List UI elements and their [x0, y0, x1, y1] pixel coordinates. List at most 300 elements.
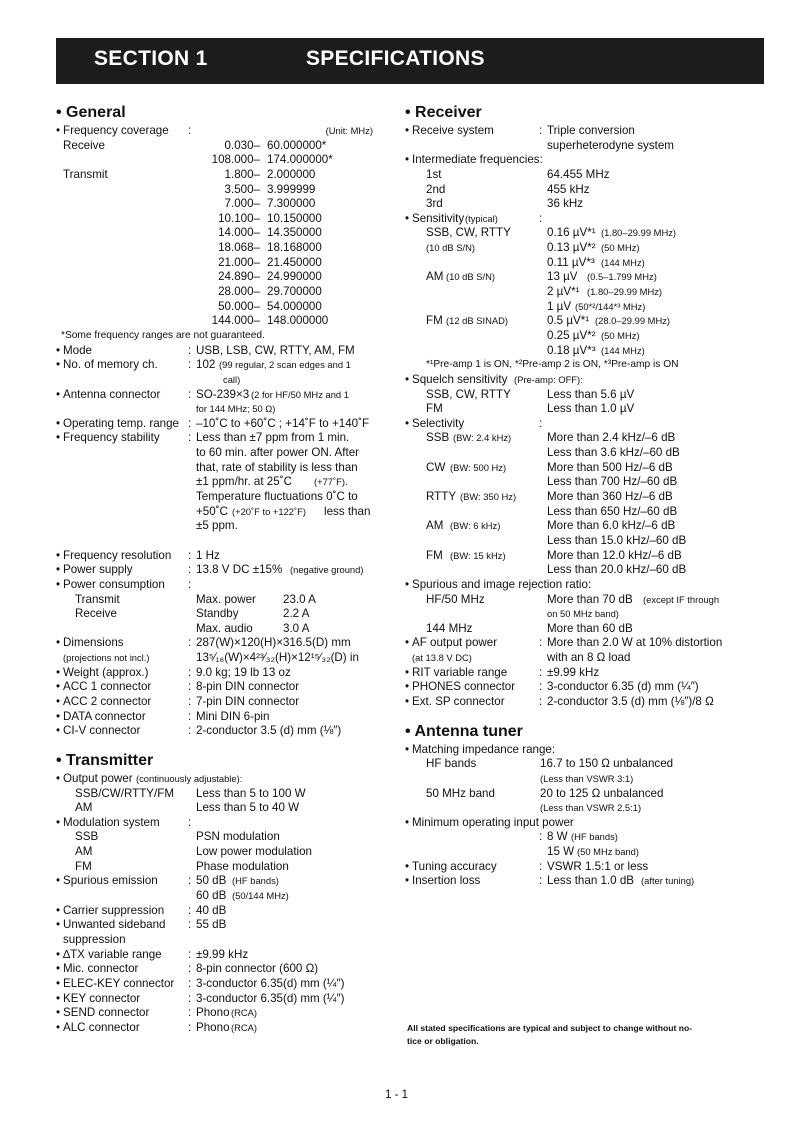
section-number: SECTION 1 — [94, 47, 208, 70]
spec-value: Phase modulation — [196, 859, 289, 873]
spec-label: Unwanted sideband — [63, 918, 166, 932]
range-end: 21.450000 — [267, 255, 322, 269]
spec-note: (BW: 6 kHz) — [450, 520, 501, 532]
spec-value: 0.25 µV*² — [547, 328, 596, 342]
spec-sublabel: 3rd — [426, 197, 443, 211]
spec-value: More than 60 dB — [547, 621, 633, 635]
spec-label: Frequency resolution — [63, 548, 172, 562]
spec-row — [405, 622, 763, 637]
spec-note: (HF bands) — [571, 831, 618, 843]
colon: : — [188, 124, 192, 137]
spec-row: • SEND connector : Phono (RCA) — [56, 1006, 258, 1020]
left-column — [56, 101, 390, 1035]
spec-sublabel: SSB, CW, RTTY — [426, 226, 511, 240]
spec-value: Mini DIN 6-pin — [196, 709, 270, 723]
spec-value: 3-conductor 6.35(d) mm (¼″) — [196, 976, 345, 990]
spec-sublabel: SSB/CW/RTTY/FM — [75, 786, 174, 800]
spec-value: 8-pin DIN connector — [196, 680, 300, 694]
spec-value: 0.5 µV*¹ — [547, 314, 590, 328]
disclaimer-line: All stated specifications are typical and subject to change without no- — [407, 1023, 693, 1033]
range-end: 2.000000 — [267, 167, 316, 181]
bullet: • — [56, 124, 61, 137]
spec-row: • CI-V connector : 2-conductor 3.5 (d) mm (⅛″) — [56, 724, 342, 738]
spec-value: ±1 ppm/hr. at 25˚C — [196, 475, 292, 489]
spec-value: Less than 1.0 dB — [547, 874, 635, 888]
spec-sublabel: (at 13.8 V DC) — [412, 652, 472, 664]
spec-row: • Tuning accuracy : VSWR 1.5:1 or less — [405, 859, 649, 873]
spec-row — [405, 168, 763, 183]
spec-row — [405, 256, 763, 271]
spec-value: 0.13 µV*² — [547, 241, 596, 255]
spec-value: Max. power — [196, 592, 256, 606]
spec-value: –10˚C to +60˚C ; +14˚F to +140˚F — [196, 416, 370, 430]
spec-value: 15 W — [547, 845, 575, 859]
spec-row — [405, 388, 763, 403]
spec-note: (BW: 15 kHz) — [450, 549, 506, 561]
spec-row — [56, 787, 390, 802]
disclaimer-footnote — [407, 1022, 737, 1047]
spec-sublabel: AM — [75, 845, 93, 859]
range-start: 10.100– — [218, 211, 260, 225]
spec-label: Dimensions — [63, 636, 124, 650]
receiver-heading: • Receiver — [405, 104, 482, 121]
spec-value: 2 µV*¹ — [547, 285, 580, 299]
spec-row: • Spurious emission : 50 dB (HF bands) — [56, 874, 279, 888]
spec-note: (99 regular, 2 scan edges and 1 — [219, 359, 351, 371]
range-end: 18.168000 — [267, 241, 322, 255]
range-end: 29.700000 — [267, 285, 322, 299]
spec-sublabel: RTTY — [426, 490, 457, 504]
spec-sublabel: Transmit — [75, 592, 120, 606]
spec-label: Operating temp. range — [63, 416, 180, 430]
spec-value: Less than 5 to 100 W — [196, 786, 306, 800]
spec-value: 8 W — [547, 830, 568, 844]
spec-value: Max. audio — [196, 621, 253, 635]
spec-row: • Dimensions : 287(W)×120(H)×316.5(D) mm — [56, 636, 351, 650]
spec-value: PSN modulation — [196, 830, 280, 844]
spec-row: • ALC connector : Phono (RCA) — [56, 1020, 258, 1034]
spec-row — [405, 329, 763, 344]
spec-row — [405, 314, 763, 329]
spec-value: 9.0 kg; 19 lb 13 oz — [196, 665, 291, 679]
spec-row: • Power consumption : — [56, 577, 192, 591]
spec-row: • PHONES connector : 3-conductor 6.35 (d) mm (¼″) — [405, 680, 699, 694]
spec-label: CI-V connector — [63, 724, 141, 738]
spec-row: • ∆TX variable range : ±9.99 kHz — [56, 947, 249, 961]
spec-label: Weight (approx.) — [63, 665, 149, 679]
spec-row — [405, 197, 763, 212]
spec-sublabel: (10 dB S/N) — [426, 242, 475, 254]
spec-value: 55 dB — [196, 918, 227, 932]
spec-row: • Output power (continuously adjustable): — [56, 771, 243, 785]
spec-value: SO-239×3 — [196, 387, 250, 401]
spec-row: : 8 W (HF bands) — [539, 830, 618, 844]
spec-row — [405, 519, 763, 534]
spec-sublabel: SSB, CW, RTTY — [426, 387, 511, 401]
spec-value: 0.16 µV*¹ — [547, 226, 596, 240]
page-number: 1 - 1 — [384, 1089, 408, 1101]
spec-note: (1.80–29.99 MHz) — [587, 286, 663, 298]
spec-sublabel: Receive — [75, 607, 117, 621]
spec-sublabel: CW — [426, 460, 446, 474]
spec-sublabel: 144 MHz — [426, 621, 473, 635]
range-start: 0.030– — [224, 138, 260, 152]
spec-row — [405, 549, 763, 564]
spec-value: 20 to 125 Ω unbalanced — [540, 786, 664, 800]
spec-value: Less than 1.0 µV — [547, 402, 635, 416]
spec-label: Frequency coverage — [63, 124, 169, 137]
spec-row — [405, 183, 763, 198]
spec-sublabel: 2nd — [426, 182, 446, 196]
range-end: 10.150000 — [267, 211, 322, 225]
spec-value: 50 dB — [196, 874, 227, 888]
spec-label: Transmit — [63, 167, 108, 181]
spec-value: 455 kHz — [547, 182, 590, 196]
spec-row — [56, 153, 390, 168]
spec-row — [56, 285, 390, 300]
frequency-note: *Some frequency ranges are not guaranteed. — [61, 329, 265, 341]
spec-value: More than 6.0 kHz/–6 dB — [547, 519, 676, 533]
spec-note: (50*²/144*³ MHz) — [575, 300, 646, 312]
spec-value: Less than 3.6 kHz/–60 dB — [547, 446, 680, 460]
range-end: 54.000000 — [267, 299, 322, 313]
spec-value: 2-conductor 3.5 (d) mm (⅛″)/8 Ω — [547, 694, 714, 708]
spec-value: 36 kHz — [547, 197, 584, 211]
spec-value: Phono — [196, 1020, 230, 1034]
unit-note: (Unit: MHz) — [325, 125, 373, 136]
range-start: 1.800– — [224, 167, 260, 181]
spec-row — [405, 787, 763, 802]
spec-row: • RIT variable range : ±9.99 kHz — [405, 665, 600, 679]
spec-value: More than 360 Hz/–6 dB — [547, 490, 673, 504]
spec-row: • Squelch sensitivity (Pre-amp: OFF): — [405, 372, 583, 386]
spec-row — [56, 168, 390, 183]
spec-row — [56, 241, 390, 256]
range-start: 108.000– — [211, 153, 260, 167]
spec-value: More than 70 dB — [547, 592, 633, 606]
spec-label: KEY connector — [63, 991, 141, 1005]
spec-value: 287(W)×120(H)×316.5(D) mm — [196, 636, 351, 650]
spec-value: Less than 15.0 kHz/–60 dB — [547, 533, 687, 547]
spec-note: (negative ground) — [290, 564, 364, 576]
spec-label: Modulation system — [63, 815, 160, 829]
range-start: 3.500– — [224, 182, 260, 196]
spec-sublabel: HF bands — [426, 757, 477, 771]
spec-sublabel: 50 MHz band — [426, 786, 495, 800]
spec-value: 0.11 µV*³ — [547, 255, 595, 269]
spec-row: • Minimum operating input power — [405, 815, 574, 829]
spec-value: 2-conductor 3.5 (d) mm (⅛″) — [196, 724, 342, 738]
spec-note: (Less than VSWR 3:1) — [540, 772, 634, 784]
spec-value: ±9.99 kHz — [196, 947, 249, 961]
spec-value: 64.455 MHz — [547, 167, 610, 181]
spec-label: PHONES connector — [412, 680, 516, 694]
range-end: 3.999999 — [267, 182, 316, 196]
spec-row — [56, 124, 390, 139]
spec-row — [56, 300, 390, 315]
spec-note: (BW: 350 Hz) — [460, 491, 517, 503]
range-start: 24.890– — [218, 270, 260, 284]
spec-row — [405, 490, 763, 505]
spec-sublabel: AM — [75, 801, 93, 815]
spec-label: Spurious emission — [63, 874, 158, 888]
spec-row — [56, 593, 390, 608]
spec-label: Receive system — [412, 124, 494, 137]
spec-row: • Mic. connector : 8-pin connector (600 Ω) — [56, 962, 319, 976]
disclaimer-line: tice or obligation. — [407, 1035, 479, 1046]
spec-value: Triple conversion — [547, 124, 635, 137]
range-start: 28.000– — [218, 285, 260, 299]
spec-note: (RCA) — [231, 1021, 258, 1033]
spec-note: call) — [223, 373, 241, 385]
spec-row — [405, 757, 763, 772]
spec-value: 102 — [196, 358, 216, 372]
spec-row — [56, 607, 390, 622]
spec-row: • Power supply : 13.8 V DC ±15% (negative ground) — [56, 563, 364, 577]
spec-row — [56, 889, 390, 904]
spec-note: for 144 MHz; 50 Ω) — [196, 403, 276, 415]
spec-value: 0.18 µV*³ — [547, 343, 596, 357]
spec-row: • ELEC-KEY connector : 3-conductor 6.35(d) mm (¼″) — [56, 976, 345, 990]
spec-label: Selectivity — [412, 416, 465, 430]
spec-value: 1 Hz — [196, 548, 220, 562]
spec-value: 16.7 to 150 Ω unbalanced — [540, 757, 674, 771]
spec-row: • Frequency resolution : 1 Hz — [56, 548, 220, 562]
spec-label: RIT variable range — [412, 665, 508, 679]
spec-value: ±5 ppm. — [196, 519, 238, 533]
spec-value: Less than 20.0 kHz/–60 dB — [547, 563, 687, 577]
spec-row — [56, 402, 390, 417]
spec-value: Phono — [196, 1006, 230, 1020]
spec-note: on 50 MHz band) — [547, 608, 619, 620]
spec-note: (50 MHz) — [601, 329, 640, 341]
spec-label: suppression — [63, 932, 126, 946]
spec-note: (12 dB SINAD) — [446, 315, 508, 327]
spec-label: SEND connector — [63, 1006, 150, 1020]
right-column — [405, 101, 763, 889]
spec-row: • KEY connector : 3-conductor 6.35(d) mm (¼″) — [56, 991, 345, 1005]
spec-sublabel: FM — [426, 548, 443, 562]
spec-value: More than 2.0 W at 10% distortion — [547, 636, 723, 650]
spec-row: • AF output power : More than 2.0 W at 10% distortion — [405, 636, 723, 650]
spec-label: ACC 1 connector — [63, 680, 152, 694]
spec-row: • No. of memory ch. : 102 (99 regular, 2 scan edges and 1 — [56, 358, 351, 372]
spec-sublabel: FM — [75, 859, 92, 873]
spec-row — [56, 830, 390, 845]
spec-row — [56, 183, 390, 198]
spec-row — [405, 402, 763, 417]
spec-value: Less than 5 to 40 W — [196, 801, 300, 815]
spec-value: 13 µV — [547, 270, 578, 284]
spec-label: ACC 2 connector — [63, 694, 152, 708]
spec-row: • Modulation system : — [56, 815, 192, 829]
spec-value: 7-pin DIN connector — [196, 694, 300, 708]
spec-row — [405, 270, 763, 285]
spec-row — [56, 845, 390, 860]
spec-row — [405, 461, 763, 476]
spec-note: (typical) — [465, 212, 498, 224]
spec-note: (except IF through — [643, 593, 720, 605]
spec-value: Less than ±7 ppm from 1 min. — [196, 431, 350, 445]
spec-sublabel: (projections not incl.) — [63, 652, 150, 664]
spec-label: Power supply — [63, 563, 133, 577]
spec-row: • Ext. SP connector : 2-conductor 3.5 (d) mm (⅛″)/8 Ω — [405, 694, 714, 708]
spec-sublabel: AM — [426, 519, 444, 533]
spec-row — [56, 212, 390, 227]
spec-row — [405, 845, 763, 860]
spec-label: Sensitivity — [412, 211, 465, 225]
spec-value: 23.0 A — [283, 592, 316, 606]
spec-row: • Sensitivity (typical) : — [405, 211, 543, 225]
spec-label: Frequency stability — [63, 431, 160, 445]
range-start: 14.000– — [218, 226, 260, 240]
spec-value: 3.0 A — [283, 621, 310, 635]
spec-sublabel: HF/50 MHz — [426, 592, 485, 606]
preamp-note: *¹Pre-amp 1 is ON, *²Pre-amp 2 is ON, *³Pre-amp is ON — [426, 359, 679, 371]
transmitter-heading: • Transmitter — [56, 751, 154, 769]
spec-label: Mic. connector — [63, 962, 139, 976]
spec-value: 3-conductor 6.35(d) mm (¼″) — [196, 991, 345, 1005]
spec-value: 1 µV — [547, 299, 572, 313]
spec-row — [56, 270, 390, 285]
spec-note: (+20˚F to +122˚F) — [232, 505, 306, 517]
spec-note: (+77˚F). — [314, 476, 348, 488]
spec-note: (BW: 2.4 kHz) — [453, 432, 512, 444]
spec-row: • Spurious and image rejection ratio: — [405, 577, 592, 591]
spec-note: (10 dB S/N) — [446, 271, 495, 283]
spec-sublabel: SSB — [426, 431, 450, 445]
spec-sublabel: FM — [426, 314, 443, 328]
spec-note: (28.0–29.99 MHz) — [595, 315, 671, 327]
spec-row: • ACC 2 connector : 7-pin DIN connector — [56, 694, 300, 708]
spec-label: Insertion loss — [412, 874, 481, 888]
spec-row: • ACC 1 connector : 8-pin DIN connector — [56, 680, 300, 694]
spec-row: • Carrier suppression : 40 dB — [56, 903, 227, 917]
spec-row: • Weight (approx.) : 9.0 kg; 19 lb 13 oz — [56, 665, 291, 679]
range-end: 14.350000 — [267, 226, 322, 240]
spec-value: 40 dB — [196, 903, 227, 917]
spec-sublabel: FM — [426, 402, 443, 416]
spec-label: ELEC-KEY connector — [63, 976, 175, 990]
spec-note: (0.5–1.799 MHz) — [587, 271, 657, 283]
spec-value: 60 dB — [196, 889, 227, 903]
spec-value: +50˚C — [196, 504, 228, 518]
spec-row — [405, 285, 763, 300]
spec-row: • Selectivity : — [405, 416, 543, 430]
spec-note: (HF bands) — [232, 875, 279, 887]
spec-row — [56, 651, 390, 666]
spec-value: Less than 650 Hz/–60 dB — [547, 504, 678, 518]
spec-row — [56, 373, 390, 388]
spec-note: (50 MHz band) — [577, 846, 640, 858]
antenna-tuner-heading: • Antenna tuner — [405, 722, 523, 740]
spec-label: Tuning accuracy — [412, 859, 497, 873]
spec-value: superheterodyne system — [547, 138, 674, 152]
general-heading: • General — [56, 104, 126, 121]
spec-row — [56, 139, 390, 154]
spec-note: (2 for HF/50 MHz and 1 — [251, 388, 349, 400]
spec-note: (50/144 MHz) — [232, 890, 289, 902]
spec-note: (RCA) — [231, 1007, 258, 1019]
spec-row — [56, 622, 390, 637]
range-start: 144.000– — [211, 314, 260, 328]
spec-row: • Unwanted sideband : 55 dB — [56, 918, 227, 932]
spec-value: Less than 700 Hz/–60 dB — [547, 475, 678, 489]
spec-value: less than — [324, 504, 371, 518]
spec-note: (after tuning) — [641, 875, 695, 887]
spec-label: Output power — [63, 771, 133, 785]
spec-value: More than 500 Hz/–6 dB — [547, 460, 673, 474]
spec-row: • Intermediate frequencies: — [405, 153, 543, 167]
spec-label: No. of memory ch. — [63, 358, 158, 372]
spec-row — [405, 431, 763, 446]
spec-value: More than 12.0 kHz/–6 dB — [547, 548, 682, 562]
range-end: 7.300000 — [267, 197, 316, 211]
spec-sublabel: 1st — [426, 167, 442, 181]
spec-sublabel: SSB — [75, 830, 99, 844]
spec-label: Antenna connector — [63, 387, 161, 401]
spec-value: Standby — [196, 607, 239, 621]
range-end: 24.990000 — [267, 270, 322, 284]
spec-note: (144 MHz) — [601, 256, 645, 268]
spec-row: • Operating temp. range : –10˚C to +60˚C ; +14˚F to +140˚F — [56, 416, 370, 430]
spec-note: (50 MHz) — [601, 242, 640, 254]
spec-row — [56, 860, 390, 875]
spec-label: ALC connector — [63, 1020, 140, 1034]
range-start: 7.000– — [224, 197, 260, 211]
spec-row — [56, 197, 390, 212]
spec-row: • DATA connector : Mini DIN 6-pin — [56, 709, 270, 723]
spec-row — [56, 226, 390, 241]
range-end: 60.000000* — [267, 138, 327, 152]
spec-value: 2.2 A — [283, 607, 310, 621]
spec-value: Less than 5.6 µV — [547, 387, 635, 401]
spec-label: DATA connector — [63, 709, 146, 723]
range-end: 174.000000* — [267, 153, 333, 167]
spec-row: • Matching impedance range: — [405, 742, 556, 756]
spec-value: Temperature fluctuations 0˚C to — [196, 490, 358, 504]
spec-note: (Less than VSWR 2.5:1) — [540, 802, 642, 814]
spec-sublabel: AM — [426, 270, 444, 284]
spec-value: with an 8 Ω load — [547, 651, 631, 665]
spec-note: (continuously adjustable): — [136, 772, 243, 784]
spec-value: 8-pin connector (600 Ω) — [196, 962, 319, 976]
spec-value: 13⁵⁄₁₆(W)×4²³⁄₃₂(H)×12¹⁵⁄₃₂(D) in — [196, 651, 359, 665]
spec-value: Low power modulation — [196, 845, 313, 859]
spec-value: VSWR 1.5:1 or less — [547, 859, 649, 873]
spec-row — [56, 256, 390, 271]
spec-label: Matching impedance range: — [412, 742, 556, 756]
spec-row — [56, 801, 390, 816]
spec-label: Squelch sensitivity — [412, 372, 508, 386]
spec-row — [405, 593, 763, 608]
spec-label: Minimum operating input power — [412, 815, 574, 829]
spec-label: Receive — [63, 138, 105, 152]
range-start: 50.000– — [218, 299, 260, 313]
spec-label: AF output power — [412, 636, 498, 650]
spec-label: Spurious and image rejection ratio: — [412, 577, 592, 591]
spec-row: • Antenna connector : SO-239×3 (2 for HF/50 MHz and 1 — [56, 387, 349, 401]
spec-value: ±9.99 kHz — [547, 665, 600, 679]
spec-note: (BW: 500 Hz) — [450, 461, 507, 473]
spec-row — [405, 651, 763, 666]
spec-label: ∆TX variable range — [63, 947, 162, 961]
section-banner — [56, 38, 764, 84]
spec-value: to 60 min. after power ON. After — [196, 446, 360, 460]
range-start: 21.000– — [218, 255, 260, 269]
spec-note: (144 MHz) — [601, 344, 645, 356]
spec-label: Ext. SP connector — [412, 694, 505, 708]
